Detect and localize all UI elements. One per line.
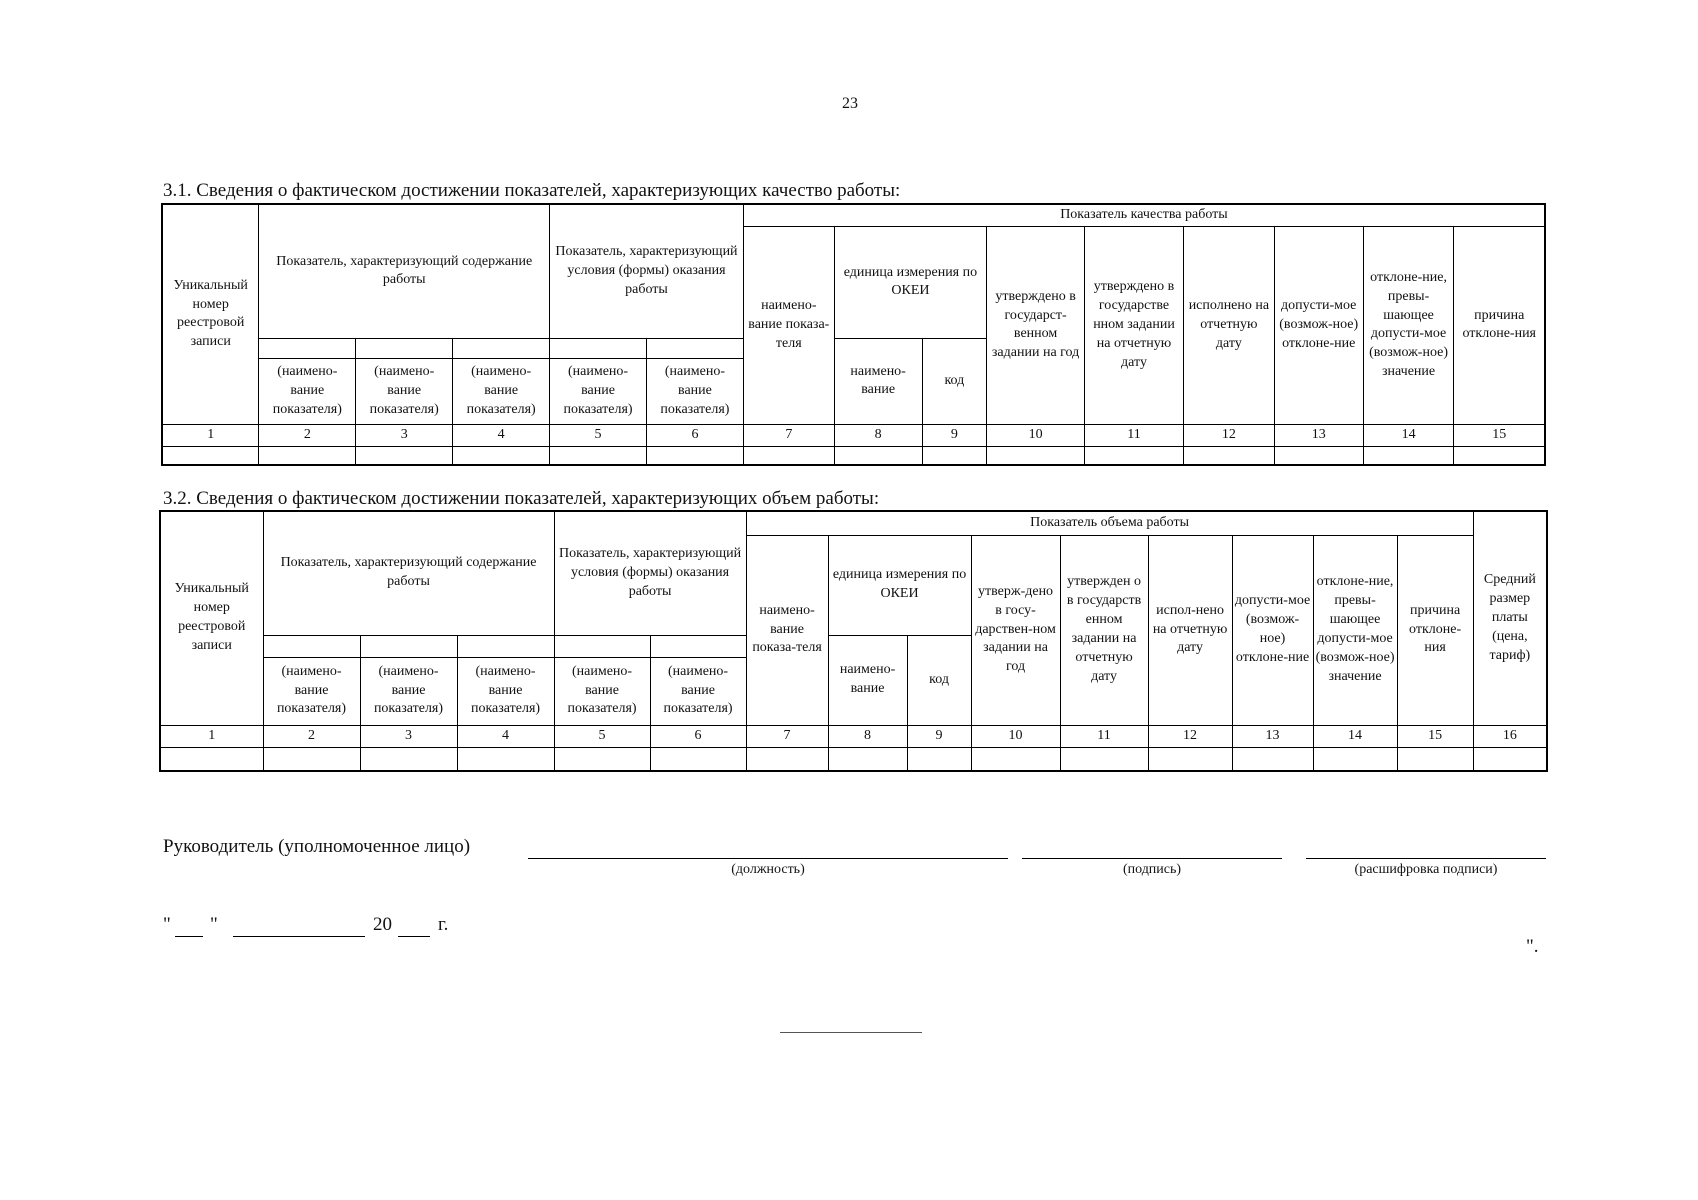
header-content-indicator: Показатель, характеризующий содержание работы: [259, 204, 550, 338]
data-cell: [162, 446, 259, 465]
header-deviation-reason: причина отклоне-ния: [1397, 535, 1473, 725]
data-cell: [743, 446, 834, 465]
column-number: 10: [987, 424, 1085, 446]
data-cell: [1232, 747, 1313, 771]
decoding-caption: (расшифровка подписи): [1354, 862, 1498, 877]
data-cell: [1313, 747, 1397, 771]
data-cell: [1183, 446, 1274, 465]
column-number: 10: [971, 725, 1060, 747]
subheader-indicator-name: (наимено-вание показателя): [356, 358, 453, 424]
column-number: 16: [1473, 725, 1547, 747]
data-cell: [356, 446, 453, 465]
column-number: 9: [907, 725, 971, 747]
month-line: [233, 936, 365, 937]
data-cell: [1454, 446, 1545, 465]
header-executed: исполнено на отчетную дату: [1183, 226, 1274, 424]
quality-indicators-table: [161, 203, 1546, 466]
column-number: 13: [1274, 424, 1363, 446]
table2-heading: 3.2. Сведения о фактическом достижении показателей, характеризующих объем работы:: [163, 488, 880, 509]
page-number: 23: [842, 95, 858, 112]
subheader-indicator-name: (наимено-вание показателя): [360, 657, 457, 725]
header-unit-name: наимено-вание: [828, 635, 907, 725]
header-volume-indicator-group: Показатель объема работы: [746, 511, 1473, 535]
header-allowable-deviation: допусти-мое (возмож-ное) отклоне-ние: [1232, 535, 1313, 725]
column-number: 6: [650, 725, 746, 747]
header-allowable-deviation: допусти-мое (возмож-ное) отклоне-ние: [1274, 226, 1363, 424]
data-cell: [922, 446, 987, 465]
data-cell: [160, 747, 263, 771]
subheader-indicator-name: (наимено-вание показателя): [646, 358, 743, 424]
data-cell: [1148, 747, 1232, 771]
data-cell: [907, 747, 971, 771]
signature-caption: (подпись): [1122, 862, 1182, 877]
blank-name-cell: [646, 338, 743, 358]
column-number: 8: [828, 725, 907, 747]
decoding-line: [1306, 858, 1546, 859]
header-unit-name: наимено-вание: [834, 338, 922, 424]
blank-name-cell: [554, 635, 650, 657]
subheader-indicator-name: (наимено-вание показателя): [554, 657, 650, 725]
column-number: 13: [1232, 725, 1313, 747]
header-approved-date: утвержден о в государств енном задании на отчетную дату: [1060, 535, 1148, 725]
data-cell: [746, 747, 828, 771]
column-number: 8: [834, 424, 922, 446]
data-cell: [987, 446, 1085, 465]
column-number: 4: [453, 424, 550, 446]
data-cell: [1060, 747, 1148, 771]
header-approved-date: утверждено в государстве нном задании на отчетную дату: [1085, 226, 1184, 424]
data-cell: [1274, 446, 1363, 465]
data-cell: [360, 747, 457, 771]
year-suffix: г.: [438, 914, 449, 935]
blank-name-cell: [457, 635, 554, 657]
header-indicator-name: наимено-вание показа-теля: [746, 535, 828, 725]
data-cell: [1363, 446, 1454, 465]
data-cell: [646, 446, 743, 465]
data-cell: [554, 747, 650, 771]
table-row: [160, 747, 1547, 771]
data-cell: [834, 446, 922, 465]
year-line: [398, 936, 430, 937]
column-number: 12: [1148, 725, 1232, 747]
column-number: 15: [1397, 725, 1473, 747]
header-okei-unit: единица измерения по ОКЕИ: [834, 226, 986, 338]
column-number: 1: [160, 725, 263, 747]
subheader-indicator-name: (наимено-вание показателя): [550, 358, 647, 424]
data-cell: [971, 747, 1060, 771]
blank-name-cell: [259, 338, 356, 358]
header-approved-year: утверж-дено в госу-дарствен-ном задании на год: [971, 535, 1060, 725]
column-number: 7: [746, 725, 828, 747]
column-number: 11: [1060, 725, 1148, 747]
header-exceeding-deviation: отклоне-ние, превы-шающее допусти-мое (возмож-ное) значение: [1363, 226, 1454, 424]
column-number: 3: [356, 424, 453, 446]
header-unique-record-number: Уникальный номер реестровой записи: [162, 204, 259, 424]
header-unique-record-number: Уникальный номер реестровой записи: [160, 511, 263, 725]
data-cell: [263, 747, 360, 771]
blank-name-cell: [360, 635, 457, 657]
table1-heading: 3.1. Сведения о фактическом достижении показателей, характеризующих качество работы:: [163, 180, 901, 201]
position-line: [528, 858, 1008, 859]
column-number: 6: [646, 424, 743, 446]
data-cell: [457, 747, 554, 771]
year-prefix: 20: [373, 914, 392, 935]
data-cell: [453, 446, 550, 465]
data-cell: [650, 747, 746, 771]
subheader-indicator-name: (наимено-вание показателя): [650, 657, 746, 725]
subheader-indicator-name: (наимено-вание показателя): [457, 657, 554, 725]
signature-line: [1022, 858, 1282, 859]
date-close-quote: ": [210, 914, 218, 935]
header-unit-code: код: [907, 635, 971, 725]
column-number: 7: [743, 424, 834, 446]
data-cell: [1473, 747, 1547, 771]
blank-name-cell: [650, 635, 746, 657]
column-number: 12: [1183, 424, 1274, 446]
subheader-indicator-name: (наимено-вание показателя): [259, 358, 356, 424]
header-conditions-indicator: Показатель, характеризующий условия (формы) оказания работы: [554, 511, 746, 635]
data-cell: [1397, 747, 1473, 771]
subheader-indicator-name: (наимено-вание показателя): [453, 358, 550, 424]
blank-name-cell: [356, 338, 453, 358]
blank-name-cell: [550, 338, 647, 358]
header-conditions-indicator: Показатель, характеризующий условия (формы) оказания работы: [550, 204, 744, 338]
column-number: 1: [162, 424, 259, 446]
header-approved-year: утверждено в государст-венном задании на год: [987, 226, 1085, 424]
position-caption: (должность): [731, 862, 805, 877]
day-line: [175, 936, 203, 937]
blank-name-cell: [453, 338, 550, 358]
data-cell: [259, 446, 356, 465]
subheader-indicator-name: (наимено-вание показателя): [263, 657, 360, 725]
data-cell: [828, 747, 907, 771]
column-number: 14: [1363, 424, 1454, 446]
volume-indicators-table: [159, 510, 1548, 772]
column-number: 9: [922, 424, 987, 446]
column-number: 2: [263, 725, 360, 747]
column-number: 14: [1313, 725, 1397, 747]
header-average-price: Средний размер платы (цена, тариф): [1473, 511, 1547, 725]
column-number: 15: [1454, 424, 1545, 446]
data-cell: [1085, 446, 1184, 465]
column-number: 11: [1085, 424, 1184, 446]
footnote-divider: [780, 1032, 922, 1033]
header-indicator-name: наимено-вание показа-теля: [743, 226, 834, 424]
header-executed: испол-нено на отчетную дату: [1148, 535, 1232, 725]
signature-label: Руководитель (уполномоченное лицо): [163, 836, 471, 857]
date-open-quote: ": [163, 914, 171, 935]
data-cell: [550, 446, 647, 465]
column-number: 5: [550, 424, 647, 446]
blank-name-cell: [263, 635, 360, 657]
header-okei-unit: единица измерения по ОКЕИ: [828, 535, 971, 635]
column-number: 3: [360, 725, 457, 747]
column-number: 5: [554, 725, 650, 747]
table-row: [162, 446, 1545, 465]
header-content-indicator: Показатель, характеризующий содержание работы: [263, 511, 554, 635]
column-number: 2: [259, 424, 356, 446]
closing-mark: ".: [1526, 936, 1539, 957]
header-quality-indicator-group: Показатель качества работы: [743, 204, 1545, 226]
header-exceeding-deviation: отклоне-ние, превы-шающее допусти-мое (возмож-ное) значение: [1313, 535, 1397, 725]
header-unit-code: код: [922, 338, 987, 424]
column-number: 4: [457, 725, 554, 747]
header-deviation-reason: причина отклоне-ния: [1454, 226, 1545, 424]
